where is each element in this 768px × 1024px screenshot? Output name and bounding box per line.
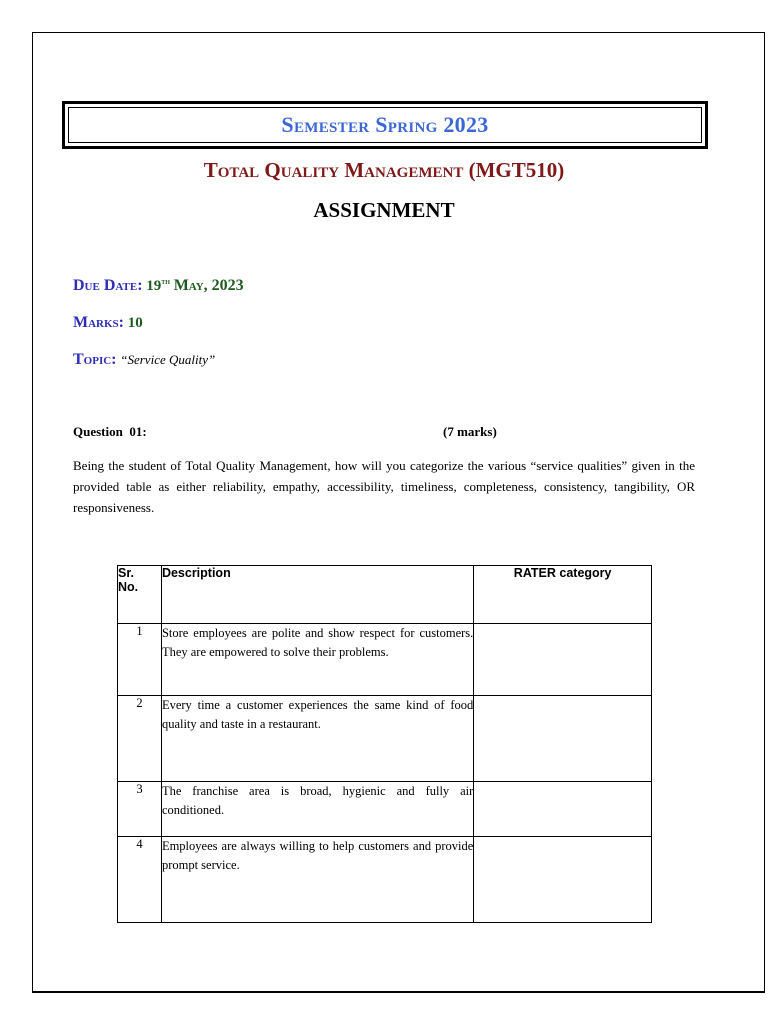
table-row (118, 624, 652, 696)
question-text: Being the student of Total Quality Management, how will you categorize the various “service qualities” given in the provided table as either reliability, empathy, accessibility, timeliness, completeness, consistency, tangibility, OR responsiveness. (73, 458, 695, 515)
topic-label: Topic: (73, 351, 117, 368)
table-row (118, 782, 652, 837)
due-date-line (73, 276, 244, 295)
marks-value: 10 (127, 315, 143, 331)
table-header-row (118, 566, 652, 624)
row-description: Employees are always willing to help customers and provide prompt service. (161, 837, 473, 923)
header-description: Description (161, 566, 473, 624)
rater-table (117, 565, 652, 923)
question-marks: (7 marks) (443, 424, 497, 439)
row-description: The franchise area is broad, hygienic and fully air conditioned. (161, 782, 473, 837)
topic-value: “Service Quality” (120, 352, 216, 367)
header-rater-category: RATER category (474, 566, 652, 624)
row-sr: 2 (118, 696, 162, 782)
due-date-label: Due Date: (73, 277, 143, 294)
row-sr: 3 (118, 782, 162, 837)
due-date-suffix: th (161, 276, 170, 286)
semester-title: Semester Spring 2023 (281, 112, 489, 137)
course-title: Total Quality Management (MGT510) (203, 158, 565, 182)
assignment-heading: ASSIGNMENT (313, 198, 455, 222)
row-category-cell[interactable] (474, 696, 652, 782)
topic-line (73, 351, 215, 369)
due-date-day: 19 (146, 278, 162, 294)
marks-line (73, 314, 143, 332)
due-date-month-year: May, 2023 (173, 277, 244, 294)
semester-title-box (62, 101, 708, 149)
row-description: Store employees are polite and show respect for customers. They are empowered to solve their problems. (161, 624, 473, 696)
marks-label: Marks: (73, 314, 124, 331)
row-category-cell[interactable] (474, 624, 652, 696)
row-category-cell[interactable] (474, 837, 652, 923)
row-sr: 4 (118, 837, 162, 923)
question-label: Question 01: (73, 424, 147, 439)
header-sr-no: Sr. No. (118, 566, 162, 624)
table-row (118, 837, 652, 923)
row-category-cell[interactable] (474, 782, 652, 837)
row-sr: 1 (118, 624, 162, 696)
table-row (118, 696, 652, 782)
row-description: Every time a customer experiences the same kind of food quality and taste in a restaurant. (161, 696, 473, 782)
